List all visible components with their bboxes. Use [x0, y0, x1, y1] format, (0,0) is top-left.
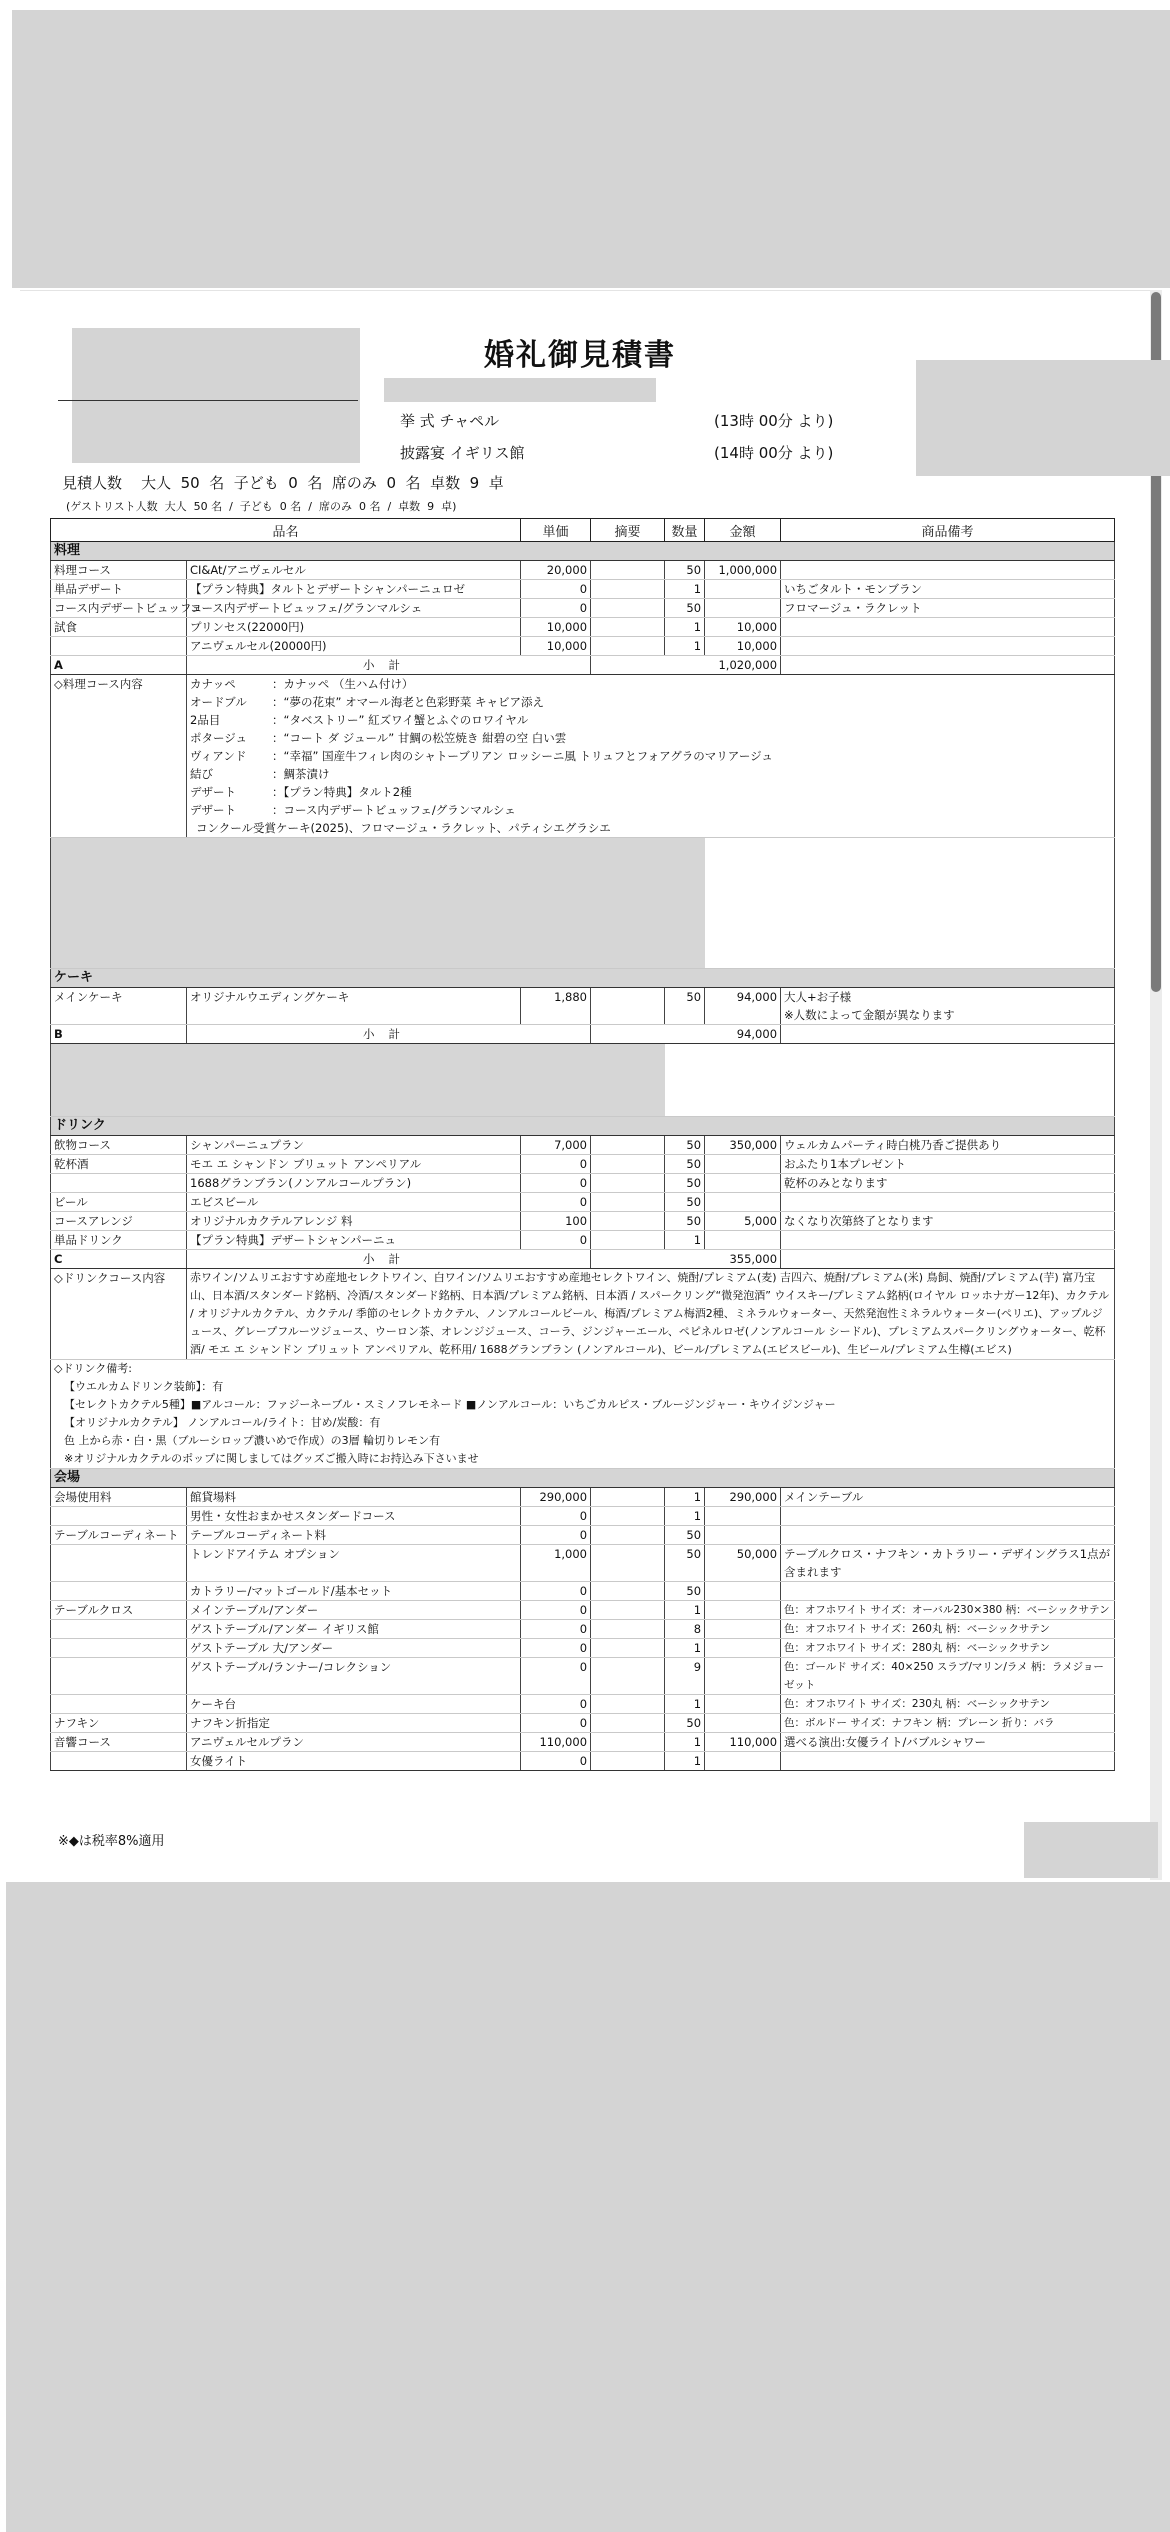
- course-line: オードブル ：“夢の花束” オマール海老と色彩野菜 キャビア添え: [190, 695, 544, 709]
- table-row: 会場使用料 館貸場料 290,000 1 290,000 メインテーブル: [51, 1488, 1115, 1507]
- redacted-couple-names: [72, 328, 360, 463]
- redacted-row: [51, 838, 1115, 969]
- table-row: 乾杯酒 モエ エ シャンドン ブリュット アンペリアル 0 50 おふたり1本プレゼント: [51, 1155, 1115, 1174]
- drink-notes: [51, 1360, 1115, 1469]
- course-line: デザート ：コース内デザートビュッフェ/グランマルシェ: [190, 803, 516, 817]
- redacted-date-info: [916, 360, 1170, 476]
- table-row: 料理コース CI&At/アニヴェルセル 20,000 50 1,000,000: [51, 561, 1115, 580]
- section-drink: ドリンク: [51, 1117, 1115, 1136]
- food-course-details: ◇料理コース内容 カナッペ ：カナッペ （生ハム付け） オードブル ：“夢の花束” オマール海老と色彩野菜 キャビア添え 2品目 ：“タベストリー” 紅ズワイ蟹とふぐのロワイヤル ポタージュ ：“コート ダ ジュール” 甘鯛の松笠焼き 紺碧の空 白い雲 ヴィアンド ：“幸福” 国産牛フィレ肉のシャトーブリアン ロッシーニ風 トリュフとフォアグラのマリアージュ 結び ：鯛茶漬け デザート ：【プラン特典】タルト2種 デザート ：コース内デザートビュッフェ/グランマルシェ コンクール受賞ケーキ(2025)、フロマージュ・ラクレット、パティシエグラシエ: [51, 675, 1115, 838]
- table-row: 試食 プリンセス(22000円) 10,000 1 10,000: [51, 618, 1115, 637]
- col-header-unit-price: 単価: [521, 519, 591, 542]
- course-extra: コンクール受賞ケーキ(2025)、フロマージュ・ラクレット、パティシエグラシエ: [196, 821, 611, 835]
- drink-note-line: 【セレクトカクテル5種】■アルコール：ファジーネーブル・スミノフレモネード ■ノンアルコール：いちごカルピス・ブルージンジャー・キウイジンジャー: [64, 1398, 836, 1411]
- redacted-top-area: [12, 10, 1170, 288]
- drink-course-text: 赤ワイン/ソムリエおすすめ産地セレクトワイン、白ワイン/ソムリエおすすめ産地セレクトワイン、焼酎/プレミアム(麦) 吉四六、焼酎/プレミアム(米) 鳥飼、焼酎/プレミアム(芋) 富乃宝山、日本酒/スタンダード銘柄、冷酒/スタンダード銘柄、日本酒/プレミアム銘柄、日本酒 / スパークリング“微発泡酒” ウイスキー/プレミアム銘柄(ロイヤル ロッホナガー12年)、カクテル / オリジナルカクテル、カクテル/ 季節のセレクトカクテル、ノンアルコールビール、梅酒/プレミアム梅酒2種、ミネラルウォーター、天然発泡性ミネラルウォーター(ペリエ)、アップルジュース、グレープフルーツジュース、ウーロン茶、オレンジジュース、コーラ、ジンジャーエール、ペピネルロゼ(ノンアルコール シードル)、プレミアムスパークリングウォーター、乾杯酒/ モエ エ シャンドン ブリュット アンペリアル、乾杯用/ 1688グランブラン (ノンアルコール)、ビール/プレミアム(エビスビール)、生ビール/プレミアム生樽(エビス): [187, 1269, 1115, 1360]
- table-row: 単品ドリンク 【プラン特典】デザートシャンパーニュ 0 1: [51, 1231, 1115, 1250]
- col-header-amount: 金額: [705, 519, 781, 542]
- table-row: 飲物コース シャンパーニュプラン 7,000 50 350,000 ウェルカムパーティ時白桃乃香ご提供あり: [51, 1136, 1115, 1155]
- table-row: ゲストテーブル 大/アンダー 0 1 色：オフホワイト サイズ：280丸 柄：ベーシックサテン: [51, 1639, 1115, 1658]
- table-row: アニヴェルセル(20000円) 10,000 1 10,000: [51, 637, 1115, 656]
- redacted-block: [51, 838, 705, 968]
- table-row: 男性・女性おまかせスタンダードコース 0 1: [51, 1507, 1115, 1526]
- course-line: 2品目 ：“タベストリー” 紅ズワイ蟹とふぐのロワイヤル: [190, 713, 529, 727]
- table-row: ゲストテーブル/アンダー イギリス館 0 8 色：オフホワイト サイズ：260丸 柄：ベーシックサテン: [51, 1620, 1115, 1639]
- table-row: カトラリー/マットゴールド/基本セット 0 50: [51, 1582, 1115, 1601]
- course-line: デザート ：【プラン特典】タルト2種: [190, 785, 412, 799]
- table-row: テーブルコーディネート テーブルコーディネート料 0 50: [51, 1526, 1115, 1545]
- col-header-remarks: 商品備考: [781, 519, 1115, 542]
- redacted-row: [51, 1044, 1115, 1117]
- course-line: カナッペ ：カナッペ （生ハム付け）: [190, 677, 414, 691]
- drink-note-line: ◇ドリンク備考:: [54, 1362, 132, 1375]
- document-title: 婚礼御見積書: [484, 338, 676, 373]
- redacted-footer-box: [1024, 1822, 1158, 1878]
- table-header-row: [51, 519, 1115, 542]
- name-underline: [58, 400, 358, 401]
- table-row: ビール エビスビール 0 50: [51, 1193, 1115, 1212]
- drink-note-line: 【オリジナルカクテル】 ノンアルコール/ライト：甘め/炭酸：有: [64, 1416, 381, 1429]
- table-row: 音響コース アニヴェルセルプラン 110,000 1 110,000 選べる演出:女優ライト/バブルシャワー: [51, 1733, 1115, 1752]
- table-row: ゲストテーブル/ランナー/コレクション 0 9 色：ゴールド サイズ：40×250 スラブ/マリン/ラメ 柄：ラメジョーゼット: [51, 1658, 1115, 1695]
- course-line: 結び ：鯛茶漬け: [190, 767, 330, 781]
- subtotal-row-b: B 小計 94,000: [51, 1025, 1115, 1044]
- drink-note-line: ※オリジナルカクテルのポップに関しましてはグッズご搬入時にお持込み下さいませ: [64, 1452, 479, 1465]
- table-row: ケーキ台 0 1 色：オフホワイト サイズ：230丸 柄：ベーシックサテン: [51, 1695, 1115, 1714]
- cake-note: ※人数によって金額が異なります: [784, 1008, 955, 1022]
- col-header-item: 品名: [51, 519, 521, 542]
- col-header-quantity: 数量: [665, 519, 705, 542]
- table-row: テーブルクロス メインテーブル/アンダー 0 1 色：オフホワイト サイズ：オーバル230×380 柄：ベーシックサテン: [51, 1601, 1115, 1620]
- estimate-table: [50, 518, 1115, 1771]
- guestlist-count: (ゲストリスト人数 大人 50 名 / 子ども 0 名 / 席のみ 0 名 / 卓数 9 卓): [66, 500, 457, 513]
- table-row: 1688グランブラン(ノンアルコールプラン) 0 50 乾杯のみとなります: [51, 1174, 1115, 1193]
- table-row: ナフキン ナフキン折指定 0 50 色：ボルドー サイズ：ナフキン 柄：プレーン 折り：バラ: [51, 1714, 1115, 1733]
- drink-note-line: 色 上から赤・白・黒（ブルーシロップ濃いめで作成）の3層 輪切りレモン有: [64, 1434, 441, 1447]
- ceremony-time: (13時 00分 より): [714, 412, 834, 430]
- subtotal-row-c: C 小計 355,000: [51, 1250, 1115, 1269]
- section-cake: ケーキ: [51, 969, 1115, 988]
- table-row: 女優ライト 0 1: [51, 1752, 1115, 1771]
- drink-course-details: ◇ドリンクコース内容 赤ワイン/ソムリエおすすめ産地セレクトワイン、白ワイン/ソムリエおすすめ産地セレクトワイン、焼酎/プレミアム(麦) 吉四六、焼酎/プレミアム(米) 鳥飼、焼酎/プレミアム(芋) 富乃宝山、日本酒/スタンダード銘柄、冷酒/スタンダード銘柄、日本酒/プレミアム銘柄、日本酒 / スパークリング“微発泡酒” ウイスキー/プレミアム銘柄(ロイヤル ロッホナガー12年)、カクテル / オリジナルカクテル、カクテル/ 季節のセレクトカクテル、ノンアルコールビール、梅酒/プレミアム梅酒2種、ミネラルウォーター、天然発泡性ミネラルウォーター(ペリエ)、アップルジュース、グレープフルーツジュース、ウーロン茶、オレンジジュース、コーラ、ジンジャーエール、ペピネルロゼ(ノンアルコール シードル)、プレミアムスパークリングウォーター、乾杯酒/ モエ エ シャンドン ブリュット アンペリアル、乾杯用/ 1688グランブラン (ノンアルコール)、ビール/プレミアム(エビスビール)、生ビール/プレミアム生樽(エビス): [51, 1269, 1115, 1360]
- table-row: メインケーキ オリジナルウエディングケーキ 1,880 50 94,000 大人+お子様 ※人数によって金額が異なります: [51, 988, 1115, 1025]
- subtotal-row-a: A 小計 1,020,000: [51, 656, 1115, 675]
- reception-label: 披露宴 イギリス館: [400, 444, 525, 462]
- table-row: 単品デザート 【プラン特典】タルトとデザートシャンパーニュロゼ 0 1 いちごタルト・モンブラン: [51, 580, 1115, 599]
- ceremony-label: 挙 式 チャペル: [400, 412, 500, 430]
- table-row: コース内デザートビュッフェ コース内デザートビュッフェ/グランマルシェ 0 50 フロマージュ・ラクレット: [51, 599, 1115, 618]
- table-row: コースアレンジ オリジナルカクテルアレンジ 料 100 50 5,000 なくなり次第終了となります: [51, 1212, 1115, 1231]
- redacted-bottom-area: [6, 1882, 1170, 2532]
- course-line: ポタージュ ：“コート ダ ジュール” 甘鯛の松笠焼き 紺碧の空 白い雲: [190, 731, 567, 745]
- tax-footnote: ※◆は税率8%適用: [58, 1834, 165, 1849]
- reception-time: (14時 00分 より): [714, 444, 834, 462]
- redacted-block: [51, 1044, 665, 1116]
- estimate-guest-count: 見積人数 大人 50 名 子ども 0 名 席のみ 0 名 卓数 9 卓: [62, 474, 504, 492]
- redacted-venue-name: [384, 378, 656, 402]
- col-header-summary: 摘要: [591, 519, 665, 542]
- section-venue: 会場: [51, 1469, 1115, 1488]
- drink-note-line: 【ウエルカムドリンク装飾】：有: [64, 1380, 224, 1393]
- course-line: ヴィアンド ：“幸福” 国産牛フィレ肉のシャトーブリアン ロッシーニ風 トリュフとフォアグラのマリアージュ: [190, 749, 773, 763]
- table-row: トレンドアイテム オプション 1,000 50 50,000 テーブルクロス・ナフキン・カトラリー・デザイングラス1点が含まれます: [51, 1545, 1115, 1582]
- section-food: 料理: [51, 542, 1115, 561]
